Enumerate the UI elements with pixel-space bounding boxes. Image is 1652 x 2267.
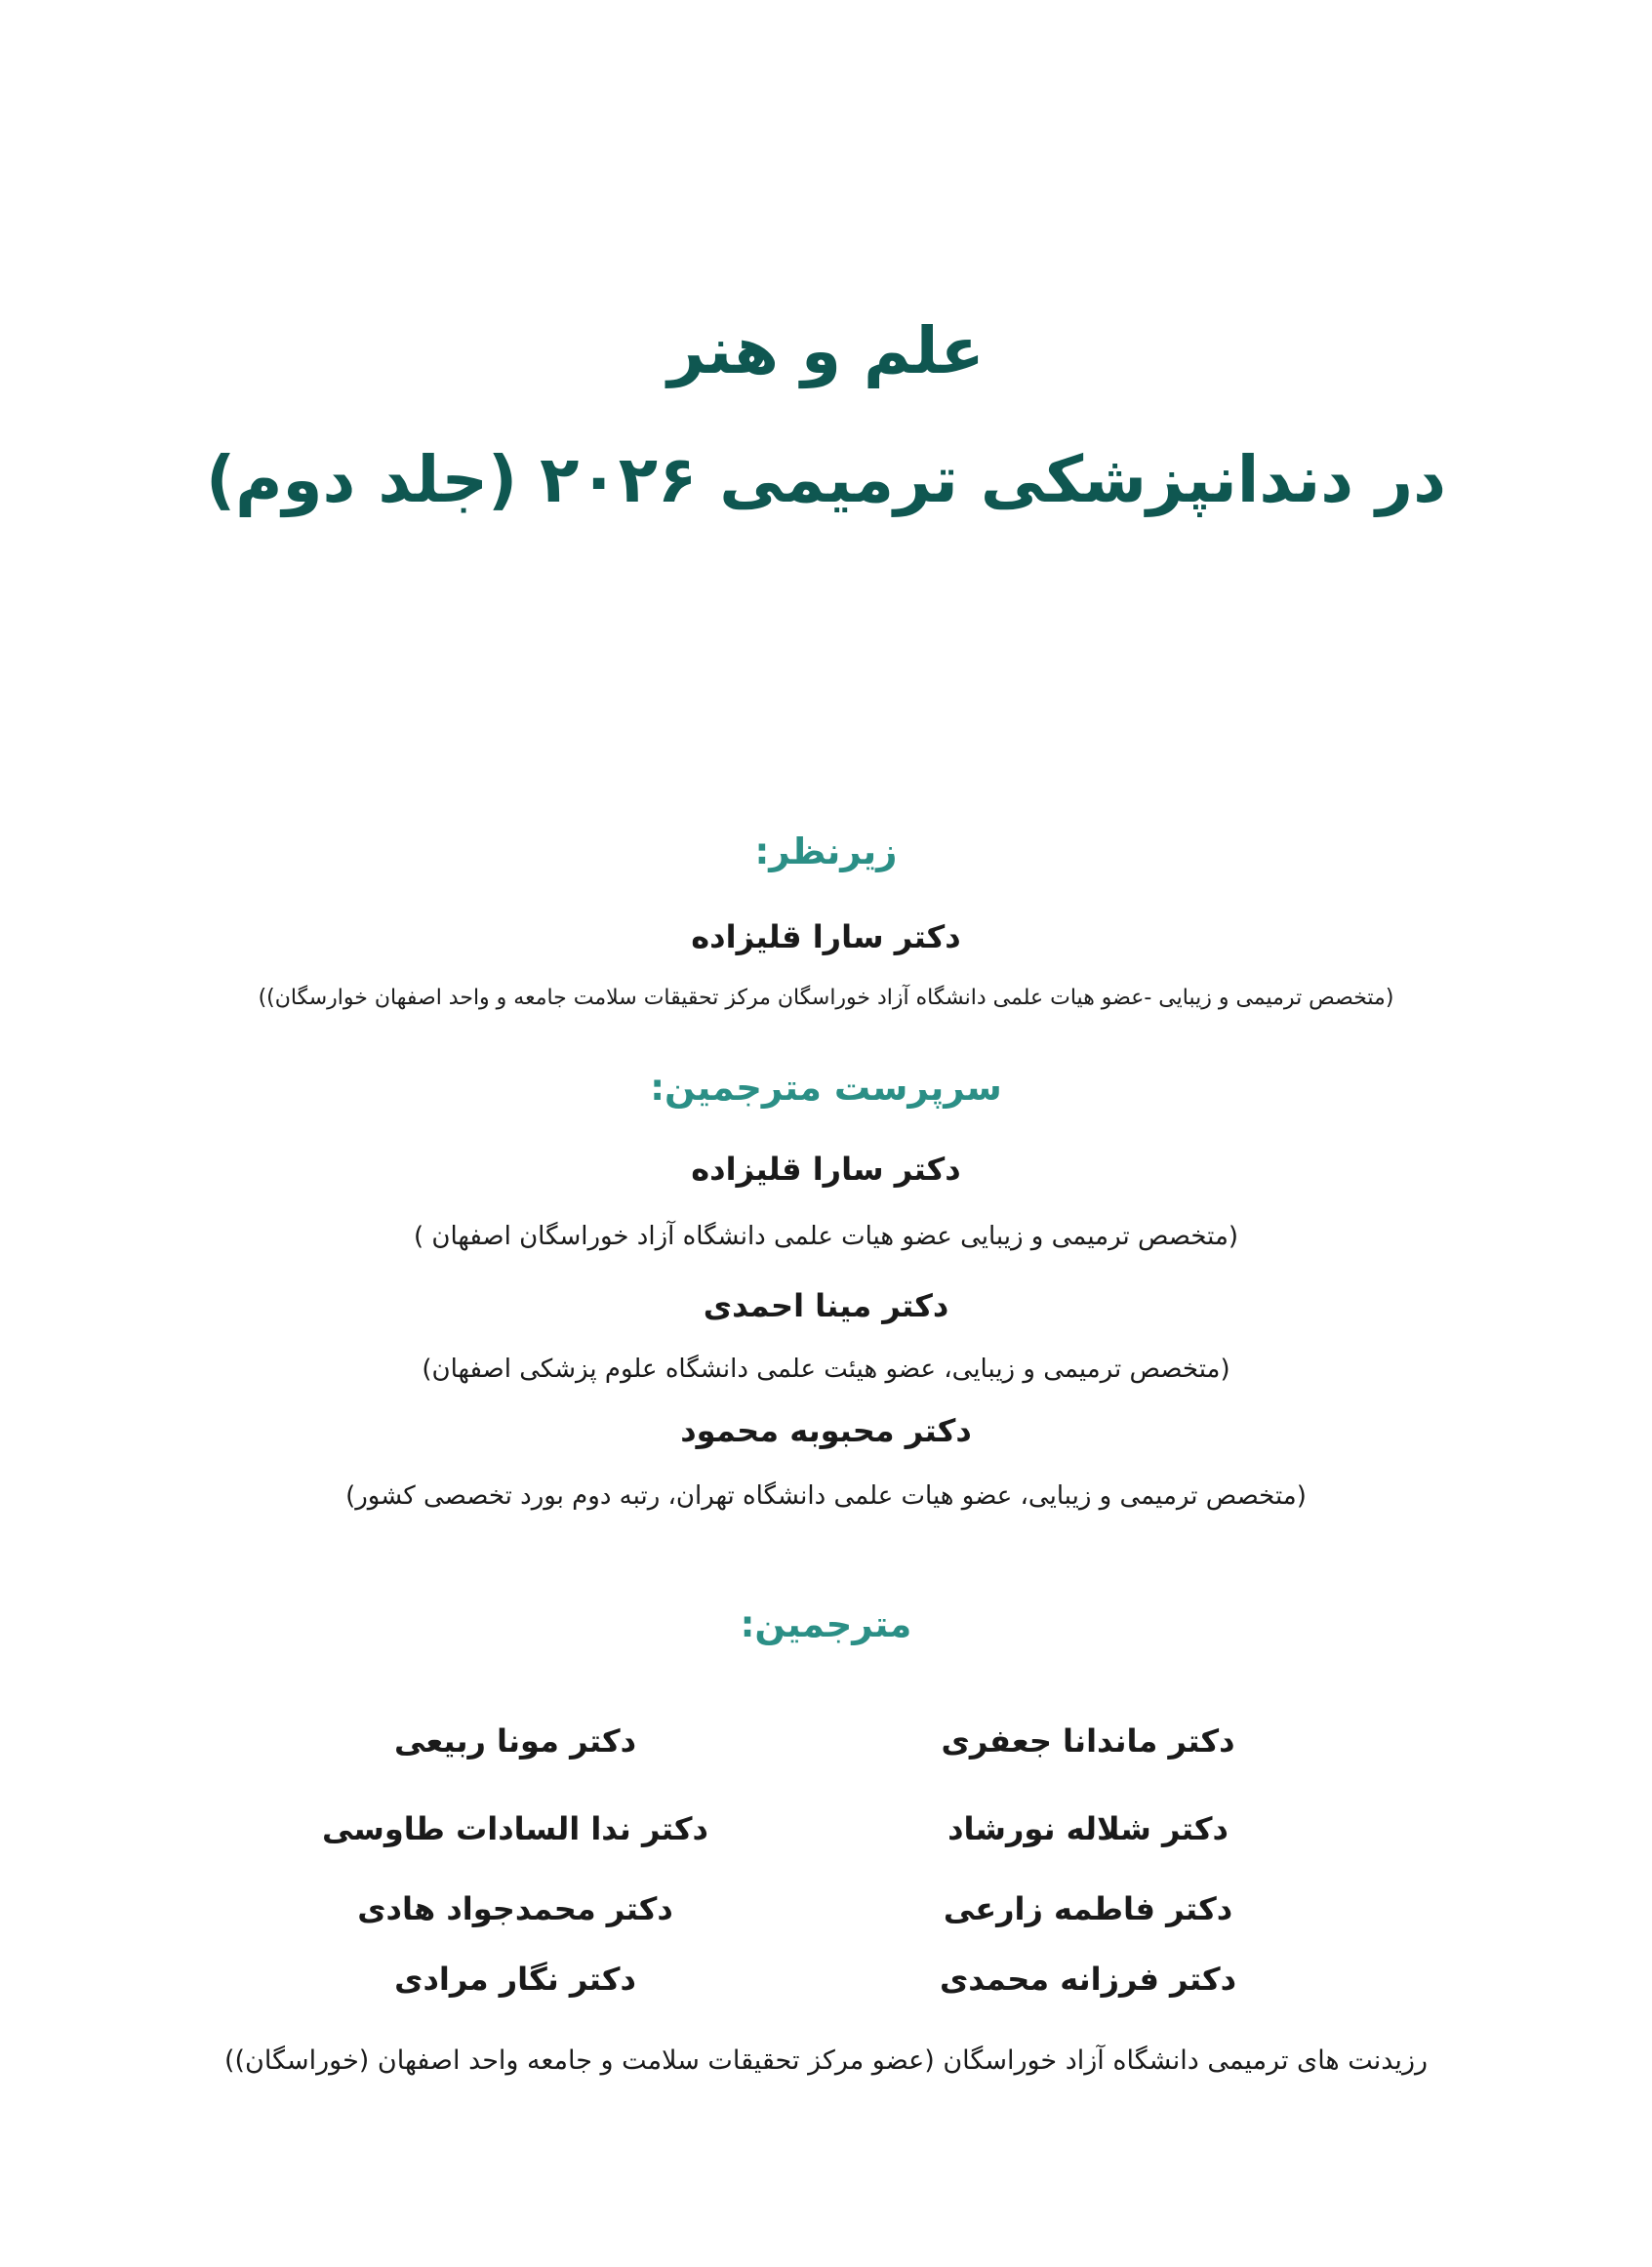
chief-translator-affiliation: (متخصص ترمیمی و زیبایی عضو هیات علمی دانشگاه آزاد خوراسگان اصفهان ): [413, 1222, 1239, 1251]
chief-translator-name: دکتر محبوبه محمود: [680, 1412, 972, 1449]
chief-translators-heading: سرپرست مترجمین:: [650, 1067, 1002, 1109]
chief-translator-name: دکتر مینا احمدی: [703, 1287, 949, 1324]
translator-name: دکتر نگار مرادی: [394, 1961, 636, 1998]
translator-name: دکتر فرزانه محمدی: [939, 1961, 1237, 1998]
residents-note: رزیدنت های ترمیمی دانشگاه آزاد خوراسگان (عضو مرکز تحقیقات سلامت و جامعه واحد اصفهان (خوراسگان)): [223, 2045, 1429, 2076]
translators-heading: مترجمین:: [740, 1603, 912, 1645]
supervisor-affiliation: (متخصص ترمیمی و زیبایی -عضو هیات علمی دانشگاه آزاد خوراسگان مرکز تحقیقات سلامت جامعه و واحد اصفهان خوارسگان)): [258, 986, 1394, 1010]
translator-name: دکتر ماندانا جعفری: [941, 1722, 1235, 1760]
translator-name: دکتر محمدجواد هادی: [357, 1890, 673, 1927]
supervision-heading: زیرنظر:: [754, 830, 898, 872]
chief-translator-affiliation: (متخصص ترمیمی و زیبایی، عضو هیئت علمی دانشگاه علوم پزشکی اصفهان): [422, 1355, 1230, 1384]
chief-translator-affiliation: (متخصص ترمیمی و زیبایی، عضو هیات علمی دانشگاه تهران، رتبه دوم بورد تخصصی کشور): [345, 1481, 1307, 1511]
translator-name: دکتر ندا السادات طاوسی: [322, 1810, 708, 1847]
translator-name: دکتر مونا ربیعی: [393, 1722, 637, 1760]
book-title-line-2: در دندانپزشکی ترمیمی ۲۰۲۶ (جلد دوم): [205, 442, 1447, 517]
supervisor-name: دکتر سارا قلیزاده: [691, 918, 961, 955]
chief-translator-name: دکتر سارا قلیزاده: [691, 1151, 961, 1188]
book-title-line-1: علم و هنر: [667, 313, 985, 388]
translator-name: دکتر فاطمه زارعی: [943, 1890, 1233, 1927]
translator-name: دکتر شلاله نورشاد: [947, 1810, 1229, 1847]
